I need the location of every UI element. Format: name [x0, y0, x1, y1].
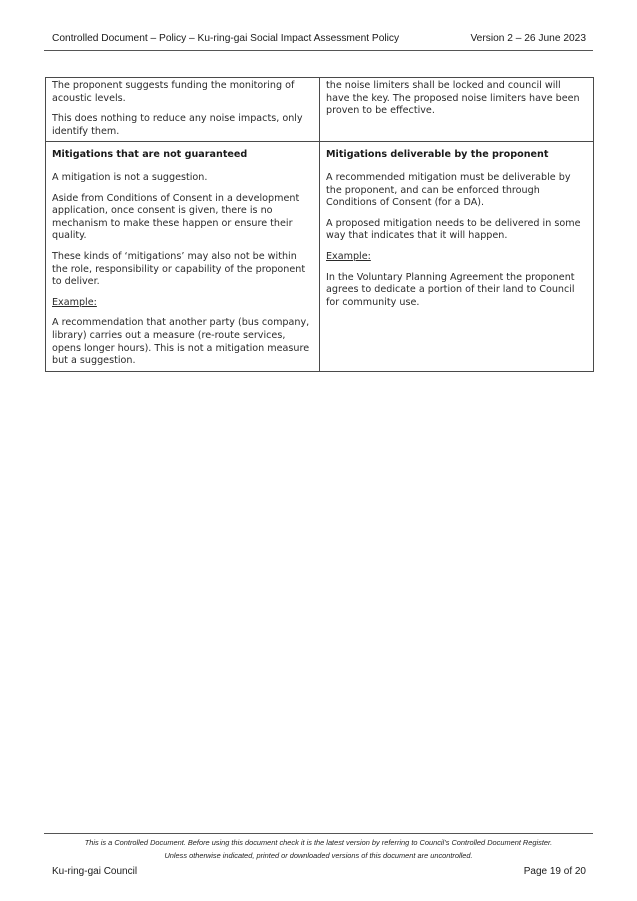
example-label [52, 297, 313, 310]
cell-heading: Mitigations deliverable by the proponent [326, 149, 549, 161]
table-cell-not-guaranteed [46, 142, 320, 371]
paragraph: A recommended mitigation must be deliverable by the proponent, and can be enforced through Conditions of Consent (for a DA). [326, 171, 571, 209]
mitigation-table [45, 77, 594, 372]
header-divider [44, 50, 593, 51]
paragraph: This does nothing to reduce any noise impacts, only identify them. [52, 113, 303, 137]
example-text: A recommendation that another party (bus company, library) carries out a measure (re-route services, opens longer hours). This is not a mitigation measure but a suggestion. [52, 317, 310, 367]
page-footer [52, 866, 586, 877]
paragraph: These kinds of ‘mitigations’ may also not be within the role, responsibility or capability of the proponent to deliver. [52, 250, 306, 288]
table-row [46, 78, 594, 142]
example-text: In the Voluntary Planning Agreement the proponent agrees to dedicate a portion of their land to Council for community use. [326, 271, 575, 308]
footer-divider [44, 833, 593, 834]
uncontrolled-copy-notice: Unless otherwise indicated, printed or downloaded versions of this document are uncontrolled. [164, 851, 473, 860]
paragraph: A mitigation is not a suggestion. [52, 171, 208, 183]
table-cell-row1-left [46, 78, 320, 142]
paragraph: the noise limiters shall be locked and council will have the key. The proposed noise limiters have been proven to be effective. [326, 80, 580, 117]
table-row [46, 142, 594, 371]
document-version: Version 2 – 26 June 2023 [470, 33, 586, 44]
paragraph: A proposed mitigation needs to be delivered in some way that indicates that it will happen. [326, 217, 581, 242]
paragraph: The proponent suggests funding the monitoring of acoustic levels. [52, 80, 295, 104]
document-title: Controlled Document – Policy – Ku-ring-gai Social Impact Assessment Policy [52, 33, 400, 44]
example-label-text: Example: [326, 250, 371, 262]
organisation-name: Ku-ring-gai Council [52, 866, 138, 877]
example-label-text: Example: [52, 296, 97, 308]
page-number: Page 19 of 20 [523, 866, 586, 877]
table-cell-deliverable [320, 142, 594, 371]
page-header [52, 33, 586, 44]
example-label [326, 251, 587, 264]
controlled-document-notice: This is a Controlled Document. Before using this document check it is the latest version by referring to Council’s Controlled Document Register. [84, 838, 553, 847]
paragraph: Aside from Conditions of Consent in a development application, once consent is given, there is no mechanism to make these happen or ensure their quality. [52, 192, 300, 242]
cell-heading: Mitigations that are not guaranteed [52, 149, 248, 161]
table-cell-row1-right [320, 78, 594, 142]
